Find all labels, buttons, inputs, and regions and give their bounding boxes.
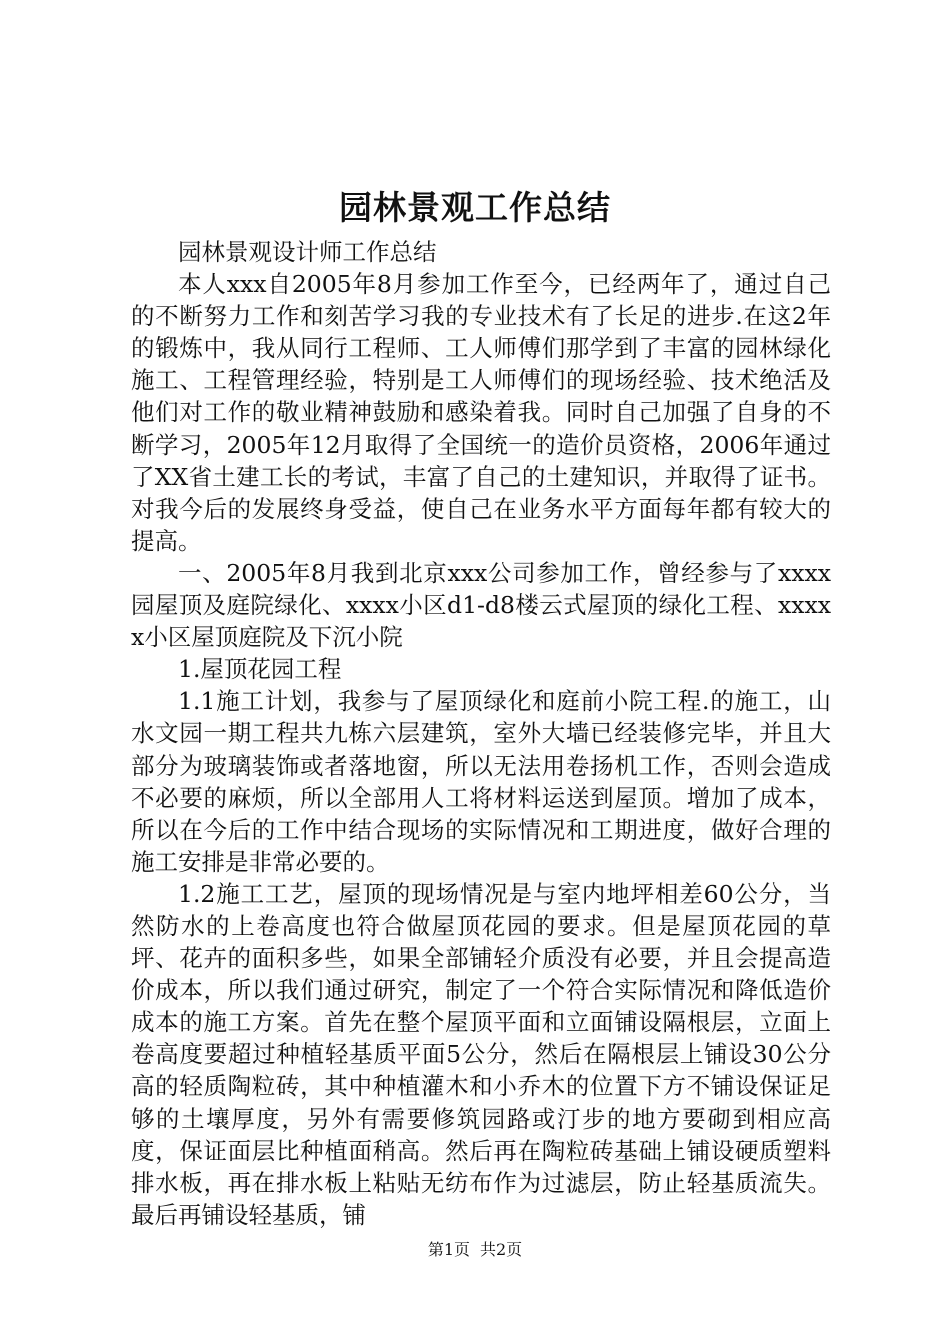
page-footer xyxy=(0,1238,950,1262)
paragraph-construction-process: 1.2施工工艺，屋顶的现场情况是与室内地坪相差60公分，当然防水的上卷高度也符合做屋顶花园的要求。但是屋顶花园的草坪、花卉的面积多些，如果全部铺轻介质没有必要，并且会提高造价成本，所以我们通过研究，制定了一个符合实际情况和降低造价成本的施工方案。首先在整个屋顶平面和立面铺设隔根层，立面上卷高度要超过种植轻基质平面5公分，然后在隔根层上铺设30公分高的轻质陶粒砖，其中种植灌木和小乔木的位置下方不铺设保证足够的土壤厚度，另外有需要修筑园路或汀步的地方要砌到相应高度，保证面层比种植面稍高。然后再在陶粒砖基础上铺设硬质塑料排水板，再在排水板上粘贴无纺布作为过滤层，防止轻基质流失。最后再铺设轻基质，铺 xyxy=(131,879,831,1229)
page-number-total: 共2页 xyxy=(480,1240,523,1259)
paragraph-intro: 本人xxx自2005年8月参加工作至今，已经两年了，通过自己的不断努力工作和刻苦学习我的专业技术有了长足的进步.在这2年的锻炼中，我从同行工程师、工人师傅们那学到了丰富的园林绿化施工、工程管理经验，特别是工人师傅们的现场经验、技术绝活及他们对工作的敬业精神鼓励和感染着我。同时自己加强了自身的不断学习，2005年12月取得了全国统一的造价员资格，2006年通过了XX省土建工长的考试，丰富了自己的土建知识，并取得了证书。对我今后的发展终身受益，使自己在业务水平方面每年都有较大的提高。 xyxy=(131,270,831,555)
page-number-current: 第1页 xyxy=(427,1240,470,1259)
paragraph-section-one: 一、2005年8月我到北京xxx公司参加工作，曾经参与了xxxx园屋顶及庭院绿化、xxxx小区d1-d8楼云式屋顶的绿化工程、xxxxx小区屋顶庭院及下沉小院 xyxy=(131,558,831,652)
document-body xyxy=(131,236,831,1231)
document-title: 园林景观工作总结 xyxy=(339,188,611,227)
paragraph-subtitle: 园林景观设计师工作总结 xyxy=(178,238,437,266)
paragraph-heading-rooftop: 1.屋顶花园工程 xyxy=(178,655,342,684)
paragraph-construction-plan: 1.1施工计划，我参与了屋顶绿化和庭前小院工程.的施工，山水文园一期工程共九栋六层建筑，室外大墙已经装修完毕，并且大部分为玻璃装饰或者落地窗，所以无法用卷扬机工作，否则会造成不必要的麻烦，所以全部用人工将材料运送到屋顶。增加了成本，所以在今后的工作中结合现场的实际情况和工期进度，做好合理的施工安排是非常必要的。 xyxy=(131,687,831,876)
